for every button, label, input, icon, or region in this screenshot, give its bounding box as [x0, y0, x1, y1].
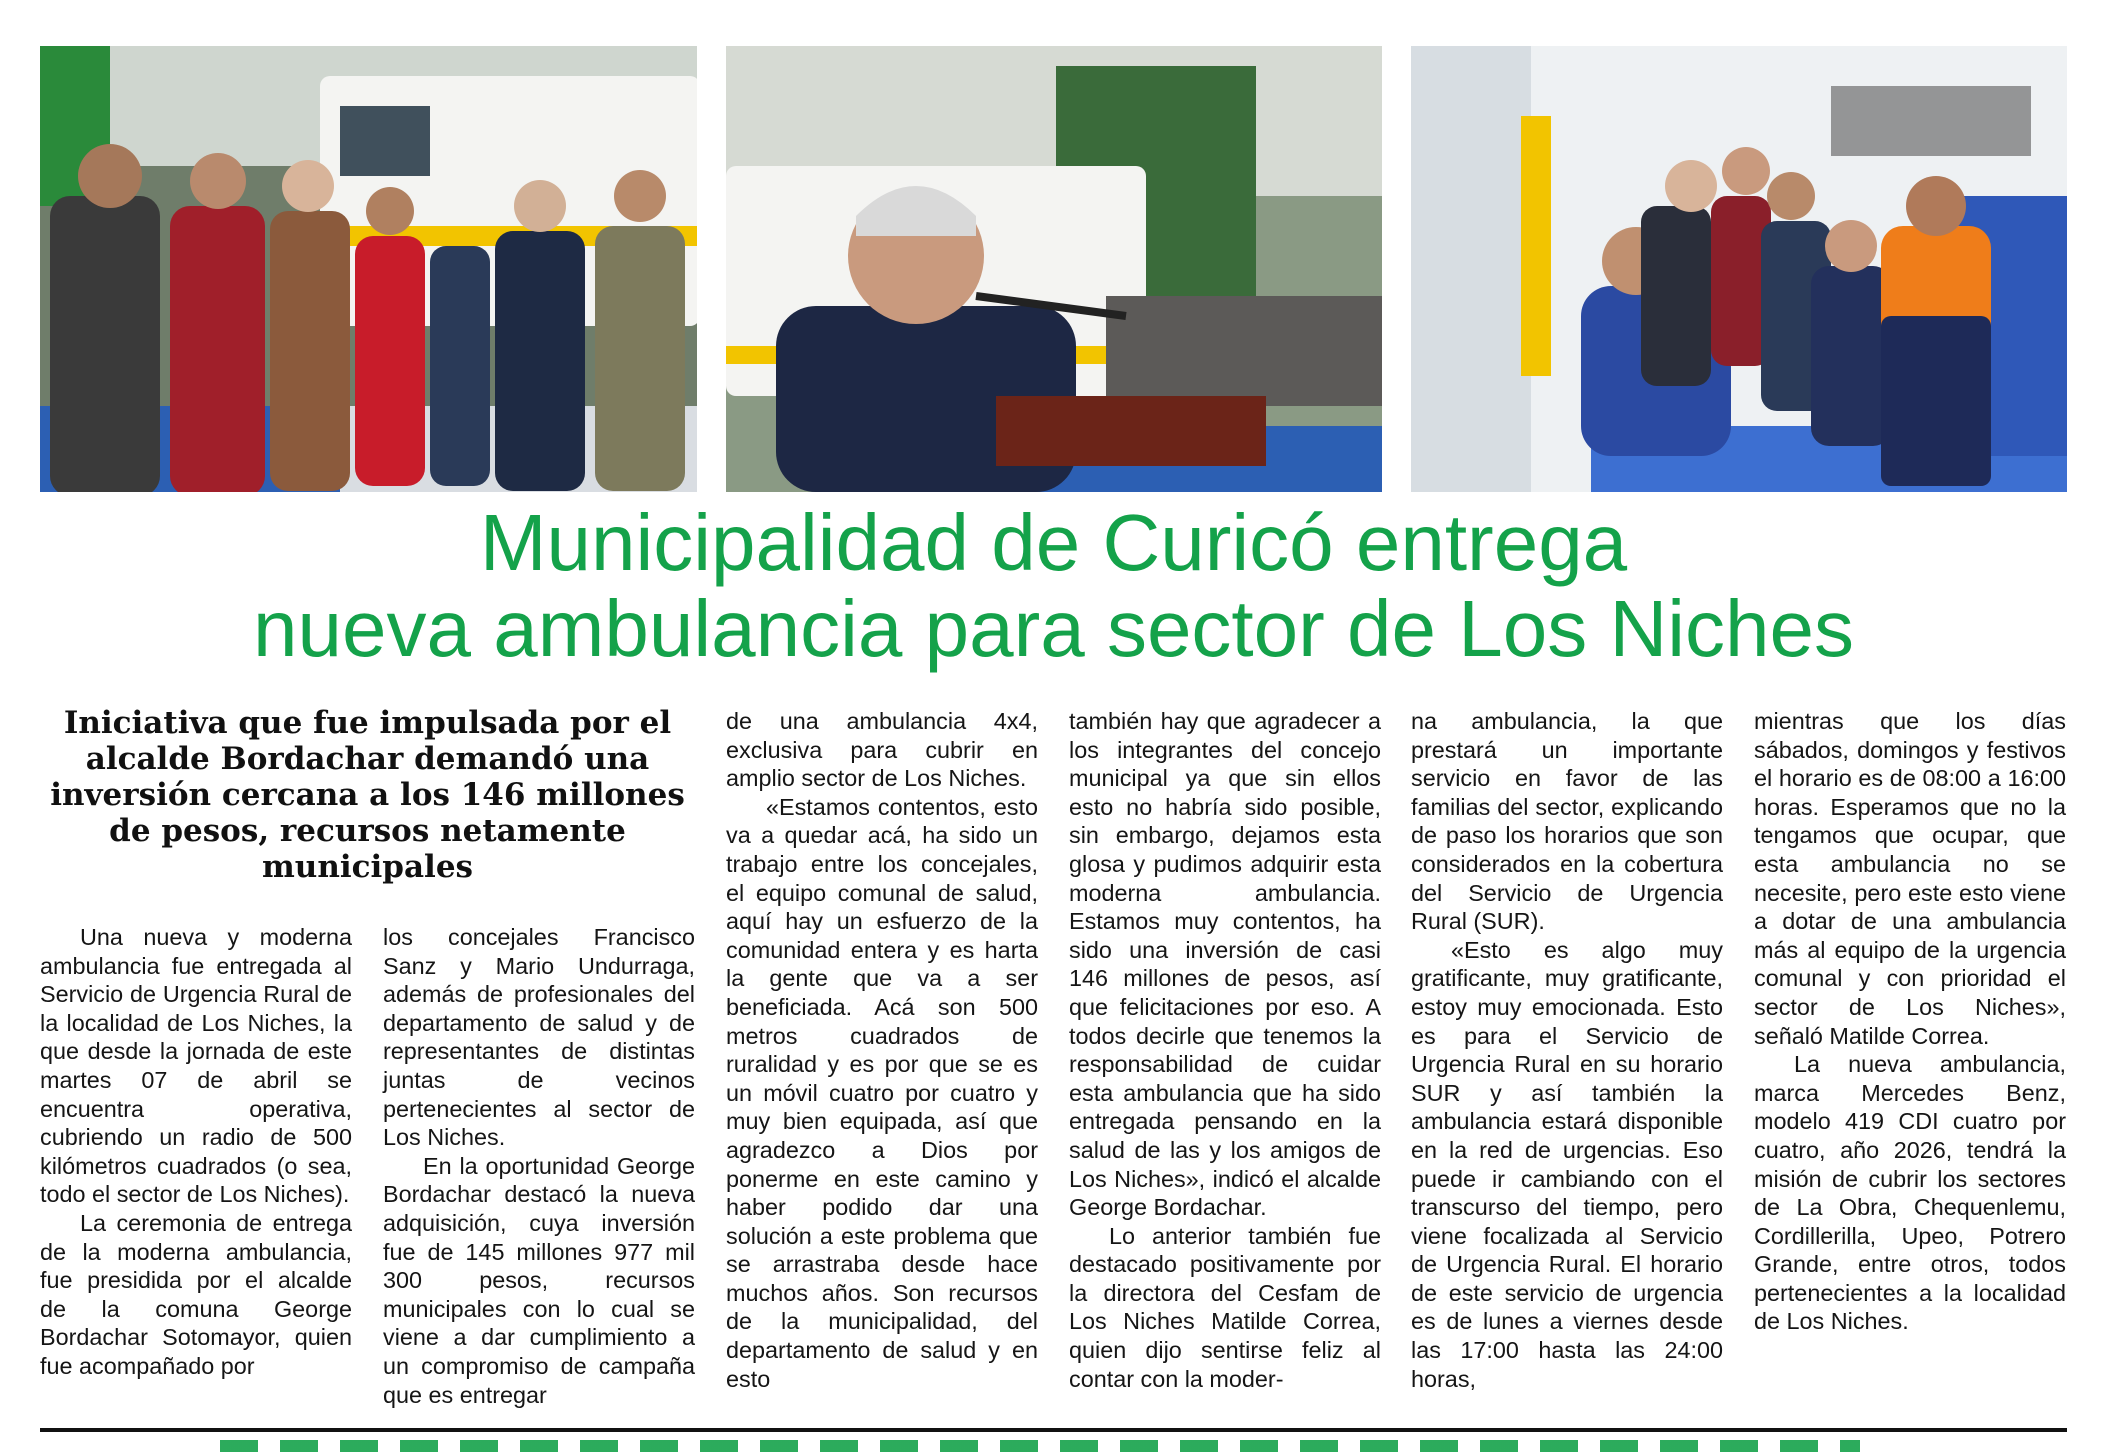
paragraph: na ambulancia, la que prestará un importante servicio en favor de las familias del sector, explicando de paso los horarios que son considerados en la cobertura del Servicio de Urgencia Rural (SUR).: [1411, 708, 1723, 935]
paragraph: los concejales Francisco Sanz y Mario Undurraga, además de profesionales del departamento de salud y de representantes de distintas juntas de vecinos pertenecientes al sector de Los Niches.: [383, 924, 695, 1151]
paragraph: En la oportunidad George Bordachar destacó la nueva adquisición, cuya inversión fue de 145 millones 977 mil 300 pesos, recursos municipales con lo cual se viene a dar cumplimiento a un compromiso de campaña que es entregar: [383, 1152, 695, 1408]
next-article-headline-fragment: [220, 1440, 1860, 1452]
paragraph: «Esto es algo muy gratificante, muy gratificante, estoy muy emocionada. Esto es para el Servicio de Urgencia Rural en su horario SUR y así también la ambulancia estará disponible en la red de urgencias. Eso puede ir cambiando con el transcurso del tiempo, pero viene focalizada al Servicio de Urgencia Rural. El horario de este servicio de urgencia es de lunes a viernes desde las 17:00 hasta las 24:00 horas,: [1411, 936, 1723, 1392]
body-column-2: [383, 923, 695, 1409]
body-column-3: [726, 707, 1038, 1393]
paragraph: Una nueva y moderna ambulancia fue entregada al Servicio de Urgencia Rural de la localidad de Los Niches, la que desde la jornada de este martes 07 de abril se encuentra operativa, cubriendo un radio de 500 kilómetros cuadrados (o sea, todo el sector de Los Niches).: [40, 924, 352, 1208]
paragraph: de una ambulancia 4x4, exclusiva para cubrir en amplio sector de Los Niches.: [726, 708, 1038, 792]
photo-staff-inside-ambulance: [1411, 46, 2067, 492]
paragraph: «Estamos contentos, esto va a quedar acá, ha sido un trabajo entre los concejales, el equipo comunal de salud, aquí hay un esfuerzo de la comunidad entera y es harta la gente que va a ser beneficiada. Acá son 500 metros cuadrados de ruralidad y es por que se es un móvil cuatro por cuatro y muy bien equipada, así que agradezco a Dios por ponerme en este camino y haber podido dar una solución a este problema que se arrastraba desde hace muchos años. Son recursos de la municipalidad, del departamento de salud y en esto: [726, 793, 1038, 1392]
body-column-6: [1754, 707, 2066, 1336]
body-column-4: [1069, 707, 1381, 1393]
photo-group-officials: [40, 46, 697, 492]
paragraph: mientras que los días sábados, domingos y festivos el horario es de 08:00 a 16:00 horas. Esperamos que no la tengamos que ocupar, que esta ambulancia no se necesite, pero este esto viene a dotar de una ambulancia más al equipo de la urgencia comunal y con prioridad el sector de Los Niches», señaló Matilde Correa.: [1754, 708, 2066, 1049]
article-headline: [40, 500, 2067, 672]
paragraph: también hay que agradecer a los integrantes del concejo municipal ya que sin ellos esto no habría sido posible, sin embargo, dejamos esta glosa y pudimos adquirir esta moderna ambulancia. Estamos muy contentos, ha sido una inversión de casi 146 millones de pesos, así que felicitaciones por eso. A todos decirle que tenemos la responsabilidad de cuidar esta ambulancia que ha sido entregada pensando en la salud de las y los amigos de Los Niches», indicó el alcalde George Bordachar.: [1069, 708, 1381, 1221]
paragraph: Lo anterior también fue destacado positivamente por la directora del Cesfam de Los Niches Matilde Correa, quien dijo sentirse feliz al contar con la moder-: [1069, 1222, 1381, 1392]
body-column-1: [40, 923, 352, 1381]
paragraph: La nueva ambulancia, marca Mercedes Benz, modelo 419 CDI cuatro por cuatro, año 2026, tendrá la misión de cubrir los sectores de La Obra, Chequenlemu, Cordillerilla, Upeo, Potrero Grande, entre otros, todos pertenecientes a la localidad de Los Niches.: [1754, 1051, 2066, 1335]
paragraph: La ceremonia de entrega de la moderna ambulancia, fue presidida por el alcalde de la comuna George Bordachar Sotomayor, quien fue acompañado por: [40, 1209, 352, 1379]
headline-line-2: nueva ambulancia para sector de Los Niches: [253, 584, 1854, 673]
body-column-5: [1411, 707, 1723, 1393]
article-subhead: Iniciativa que fue impulsada por el alcalde Bordachar demandó una inversión cercana a los 146 millones de pesos, recursos netamente municipales: [50, 705, 685, 885]
photo-mayor-speaking: [726, 46, 1382, 492]
headline-line-1: Municipalidad de Curicó entrega: [479, 498, 1628, 587]
bottom-divider: [40, 1428, 2067, 1432]
